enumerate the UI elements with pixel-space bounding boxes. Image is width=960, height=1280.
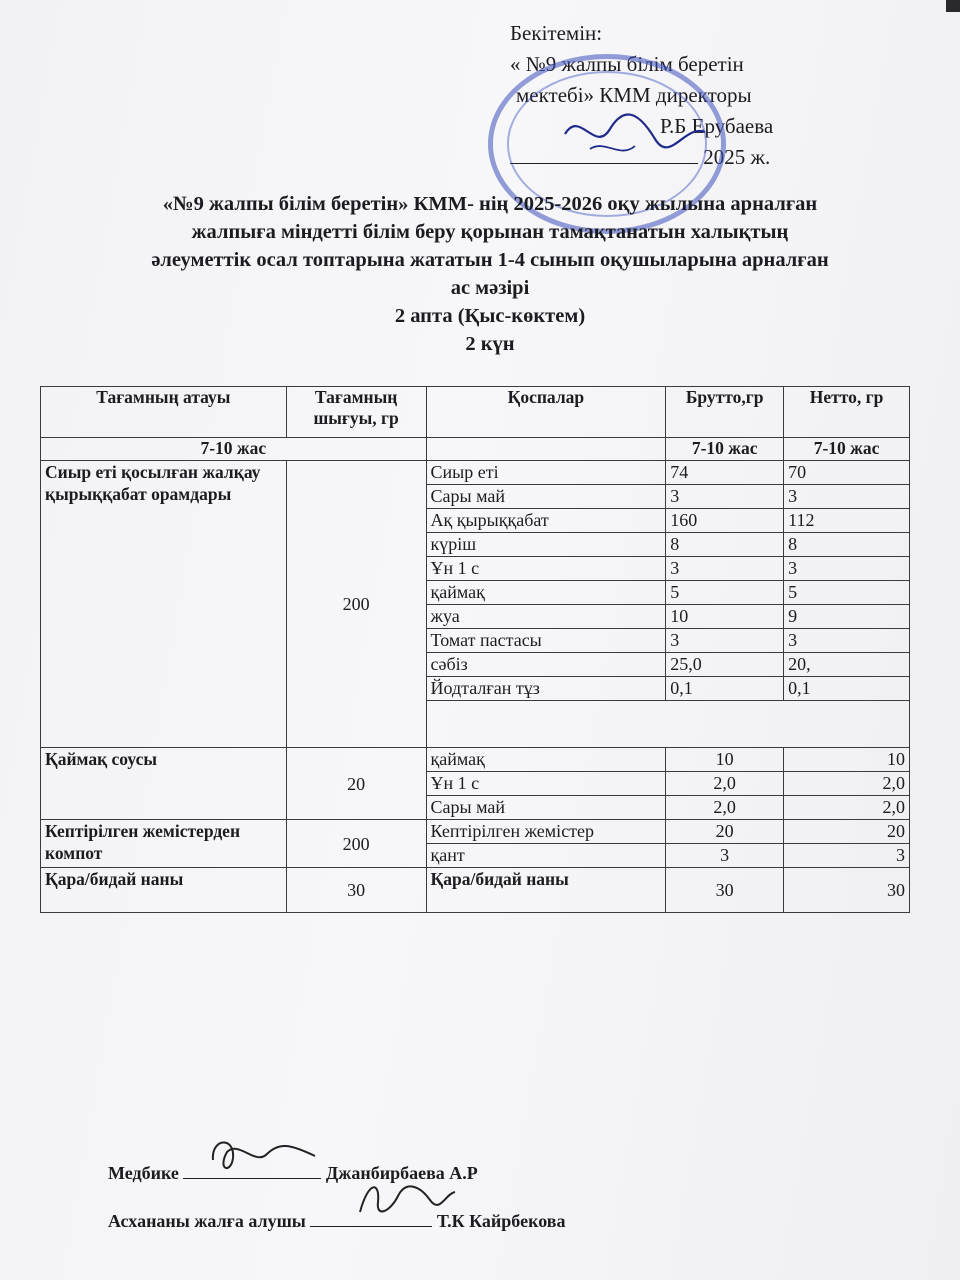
dish-yield: 200 [286, 461, 426, 748]
title-day: 2 күн [465, 333, 515, 355]
approval-heading: Бекітемін: [510, 21, 603, 45]
ingredient-netto: 3 [784, 485, 910, 509]
ingredient-name: қаймақ [426, 581, 666, 605]
empty-cell [426, 701, 909, 748]
ingredient-netto: 5 [784, 581, 910, 605]
ingredient-brutto: 10 [666, 605, 784, 629]
header-brutto: Брутто,гр [666, 387, 784, 438]
ingredient-name: Сиыр еті [426, 461, 666, 485]
dish-name: Кептірілген жемістерден компот [41, 820, 287, 868]
ingredient-brutto: 3 [666, 629, 784, 653]
ingredient-name: күріш [426, 533, 666, 557]
ingredient-netto: 9 [784, 605, 910, 629]
ingredient-netto: 112 [784, 509, 910, 533]
ingredient-brutto: 20 [666, 820, 784, 844]
header-dish-name: Тағамның атауы [41, 387, 287, 438]
title-line-1: «№9 жалпы білім беретін» КММ- нің 2025-2026 оқу жылына арналған [162, 193, 818, 215]
table-row [41, 748, 910, 772]
nurse-name: Джанбирбаева А.Р [325, 1163, 478, 1183]
title-week: 2 апта (Қыс-көктем) [394, 305, 586, 327]
table-row [41, 461, 910, 485]
ingredient-netto: 3 [784, 629, 910, 653]
ingredient-name: жуа [426, 605, 666, 629]
ingredient-name: Сары май [426, 485, 666, 509]
approval-position: мектебі» КММ директоры [516, 83, 752, 107]
age-brutto: 7-10 жас [666, 438, 784, 461]
menu-table [40, 386, 910, 913]
ingredient-brutto: 5 [666, 581, 784, 605]
dish-name: Қара/бидай наны [41, 868, 287, 913]
ingredient-netto: 2,0 [784, 772, 910, 796]
ingredient-brutto: 2,0 [666, 796, 784, 820]
title-line-2: жалпыға міндетті білім беру қорынан тамақтанатын халықтың [191, 221, 789, 243]
ingredient-name: Сары май [426, 796, 666, 820]
ingredient-netto: 3 [784, 844, 910, 868]
table-age-row [41, 438, 910, 461]
ingredient-name: қаймақ [426, 748, 666, 772]
header-yield: Тағамның шығуы, гр [286, 387, 426, 438]
header-netto: Нетто, гр [784, 387, 910, 438]
table-row [41, 820, 910, 844]
title-line-3: әлеуметтік осал топтарына жататын 1-4 сынып оқушыларына арналған [151, 249, 829, 271]
cook-label: Асхананы жалға алушы [108, 1211, 306, 1231]
ingredient-netto: 8 [784, 533, 910, 557]
approval-director-name: Р.Б Ерубаева [660, 114, 774, 138]
dish-yield: 20 [286, 748, 426, 820]
ingredient-netto: 10 [784, 748, 910, 772]
ingredient-brutto: 10 [666, 748, 784, 772]
page-corner-shadow [946, 0, 960, 12]
ingredient-brutto: 25,0 [666, 653, 784, 677]
ingredient-name: Йодталған тұз [426, 677, 666, 701]
ingredient-name: қант [426, 844, 666, 868]
ingredient-brutto: 3 [666, 844, 784, 868]
approval-year: 2025 ж. [703, 145, 771, 169]
dish-name: Сиыр еті қосылған жалқау қырыққабат орамдары [41, 461, 287, 748]
header-ingredients: Қоспалар [426, 387, 666, 438]
ingredient-name: Кептірілген жемістер [426, 820, 666, 844]
ingredient-brutto: 8 [666, 533, 784, 557]
ingredient-name: Ұн 1 с [426, 772, 666, 796]
age-yield: 7-10 жас [41, 438, 427, 461]
title-line-4: ас мәзірі [450, 277, 530, 299]
ingredient-brutto: 30 [666, 868, 784, 913]
ingredient-netto: 70 [784, 461, 910, 485]
ingredient-brutto: 3 [666, 485, 784, 509]
ingredient-netto: 3 [784, 557, 910, 581]
director-signature-icon [560, 104, 710, 164]
menu-title [60, 190, 920, 358]
dish-yield: 200 [286, 820, 426, 868]
ingredient-brutto: 0,1 [666, 677, 784, 701]
ingredient-brutto: 160 [666, 509, 784, 533]
nurse-signature-icon [205, 1130, 325, 1182]
table-row [41, 868, 910, 913]
ingredient-name: Томат пастасы [426, 629, 666, 653]
ingredient-netto: 20 [784, 820, 910, 844]
ingredient-brutto: 2,0 [666, 772, 784, 796]
ingredient-brutto: 74 [666, 461, 784, 485]
ingredient-brutto: 3 [666, 557, 784, 581]
dish-yield: 30 [286, 868, 426, 913]
ingredient-name: Қара/бидай наны [426, 868, 666, 913]
ingredient-netto: 2,0 [784, 796, 910, 820]
cook-signature-line [108, 1211, 565, 1232]
ingredient-netto: 30 [784, 868, 910, 913]
cook-name: Т.К Кайрбекова [436, 1211, 566, 1231]
table-header-row [41, 387, 910, 438]
cook-signature-icon [350, 1172, 460, 1228]
age-netto: 7-10 жас [784, 438, 910, 461]
nurse-label: Медбике [108, 1163, 179, 1183]
ingredient-name: Ақ қырыққабат [426, 509, 666, 533]
ingredient-netto: 0,1 [784, 677, 910, 701]
ingredient-netto: 20, [784, 653, 910, 677]
ingredient-name: Ұн 1 с [426, 557, 666, 581]
ingredient-name: сәбіз [426, 653, 666, 677]
approval-school: « №9 жалпы білім беретін [510, 52, 744, 76]
age-empty [426, 438, 666, 461]
dish-name: Қаймақ соусы [41, 748, 287, 820]
